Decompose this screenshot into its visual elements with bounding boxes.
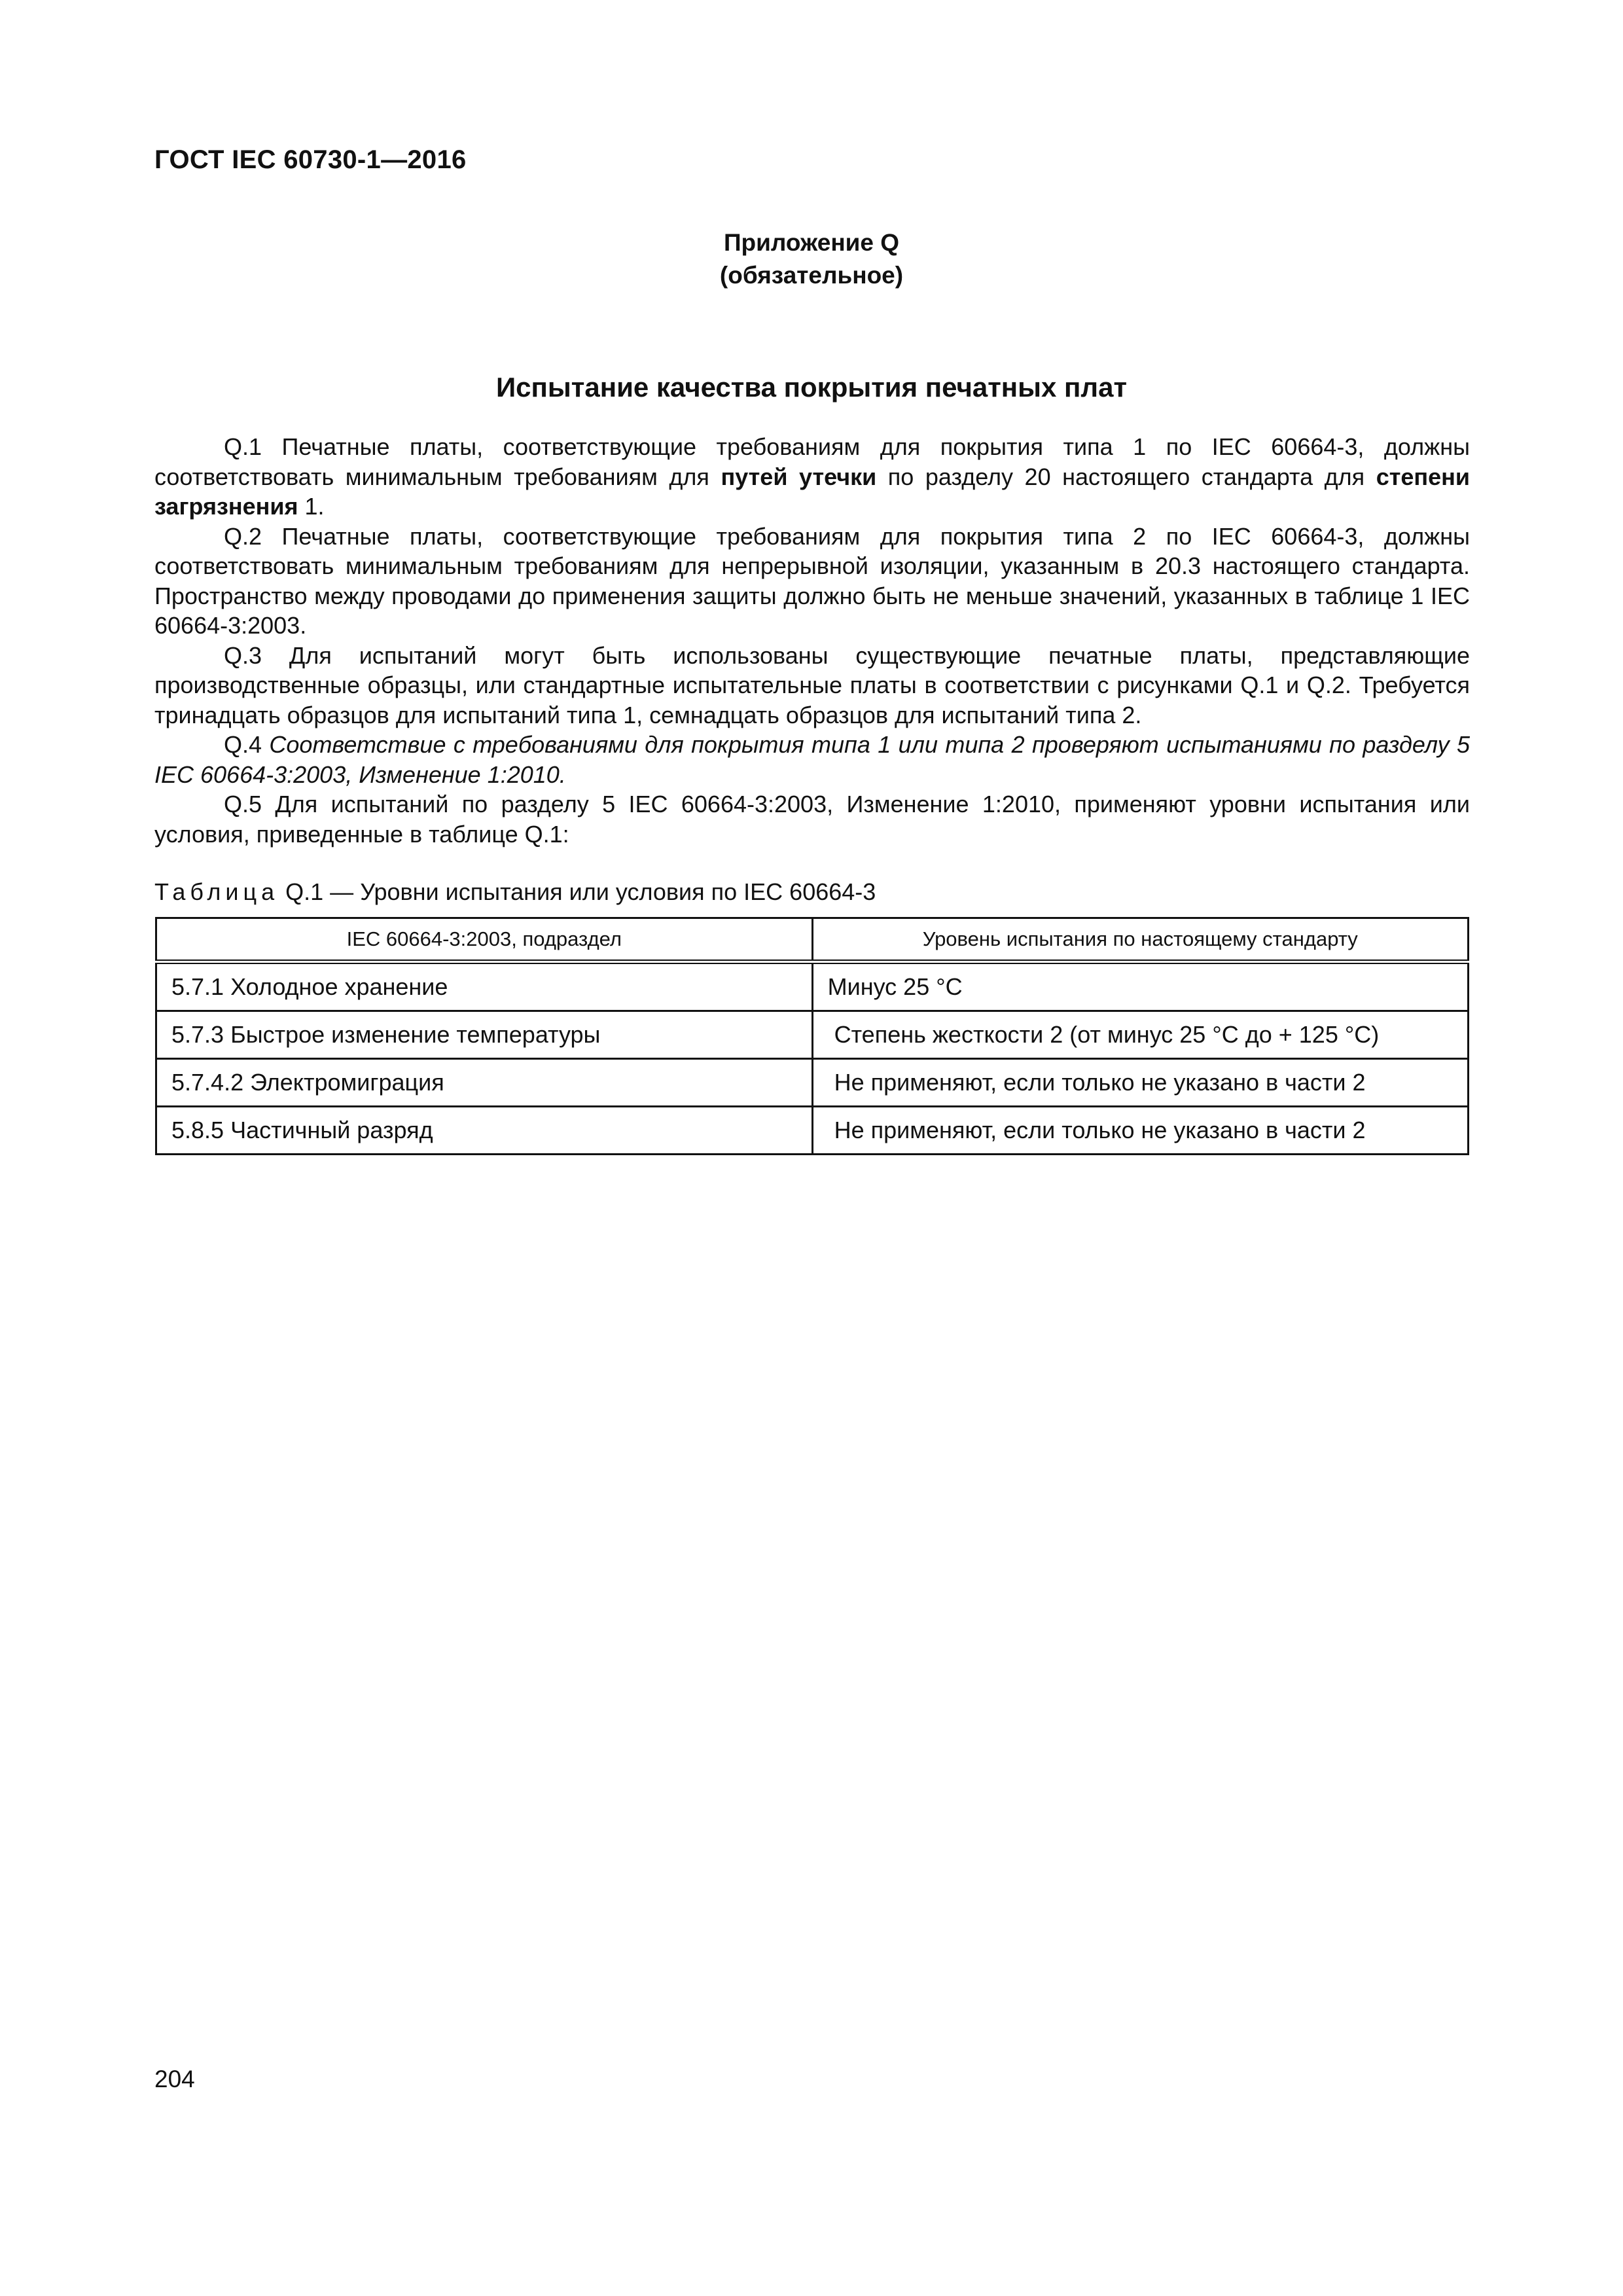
q4-number: Q.4 [224, 731, 270, 758]
table-row [156, 1107, 1469, 1155]
q1-text-a: Q.1 Печатные платы, соответствующие требованиям для покрытия типа 1 по IEC 60664-3, должны соответствовать минимальным требованиям для [154, 433, 1470, 490]
page-number: 204 [154, 2066, 195, 2092]
annex-body [154, 432, 1470, 849]
table-cell-subclause: 5.7.3 Быстрое изменение температуры [156, 1011, 813, 1059]
table-cell-subclause: 5.8.5 Частичный разряд [156, 1107, 813, 1155]
table-caption-title: Q.1 — Уровни испытания или условия по IEC 60664-3 [279, 878, 876, 905]
table-cell-level: Степень жесткости 2 (от минус 25 °C до + 125 °C) [812, 1011, 1468, 1059]
paragraph-q1 [154, 432, 1470, 522]
table-header-cell: IEC 60664-3:2003, подраздел [156, 918, 813, 962]
q1-term-pollution: степени загрязнения [154, 463, 1471, 520]
annex-title: Испытание качества покрытия печатных плат [495, 372, 1128, 403]
table-header-row [156, 918, 1469, 962]
document-header: ГОСТ IEC 60730-1—2016 [154, 145, 467, 174]
q1-term-creepage: путей утечки [721, 463, 877, 490]
paragraph-q4 [154, 730, 1470, 789]
annex-status: (обязательное) [719, 262, 904, 289]
table-row [156, 1059, 1469, 1107]
test-levels-table [155, 917, 1469, 1155]
paragraph-q5: Q.5 Для испытаний по разделу 5 IEC 60664-3:2003, Изменение 1:2010, применяют уровни испытания или условия, приведенные в таблице Q.1: [154, 791, 1470, 848]
table-row [156, 1011, 1469, 1059]
table-cell-level: Не применяют, если только не указано в части 2 [812, 1107, 1468, 1155]
table-cell-level: Минус 25 °C [812, 962, 1468, 1011]
table-cell-subclause: 5.7.4.2 Электромиграция [156, 1059, 813, 1107]
table-cell-level: Не применяют, если только не указано в части 2 [812, 1059, 1468, 1107]
annex-heading [0, 226, 1623, 292]
paragraph-q3: Q.3 Для испытаний могут быть использованы существующие печатные платы, представляющие производственные образцы, или стандартные испытательные платы в соответствии с рисунками Q.1 и Q.2. Требуется тринадцать образцов для испытаний типа 1, семнадцать образцов для испытаний типа 2. [154, 641, 1470, 728]
table-row [156, 962, 1469, 1011]
q4-text: Соответствие с требованиями для покрытия типа 1 или типа 2 проверяют испытаниями по разделу 5 IEC 60664-3:2003, Изменение 1:2010. [154, 731, 1470, 788]
paragraph-q2: Q.2 Печатные платы, соответствующие требованиям для покрытия типа 2 по IEC 60664-3, должны соответствовать минимальным требованиям для непрерывной изоляции, указанным в 20.3 настоящего стандарта. Пространство между проводами до применения защиты должно быть не меньше значений, указанных в таблице 1 IEC 60664-3:2003. [154, 522, 1470, 639]
table-header-cell: Уровень испытания по настоящему стандарту [812, 918, 1468, 962]
table-caption-word: Таблица [154, 878, 279, 905]
q1-text-e: 1. [298, 493, 325, 520]
table-cell-subclause: 5.7.1 Холодное хранение [156, 962, 813, 1011]
table-caption [154, 878, 876, 906]
annex-label: Приложение Q [723, 229, 900, 256]
q1-text-c: по разделу 20 настоящего стандарта для [876, 463, 1376, 490]
